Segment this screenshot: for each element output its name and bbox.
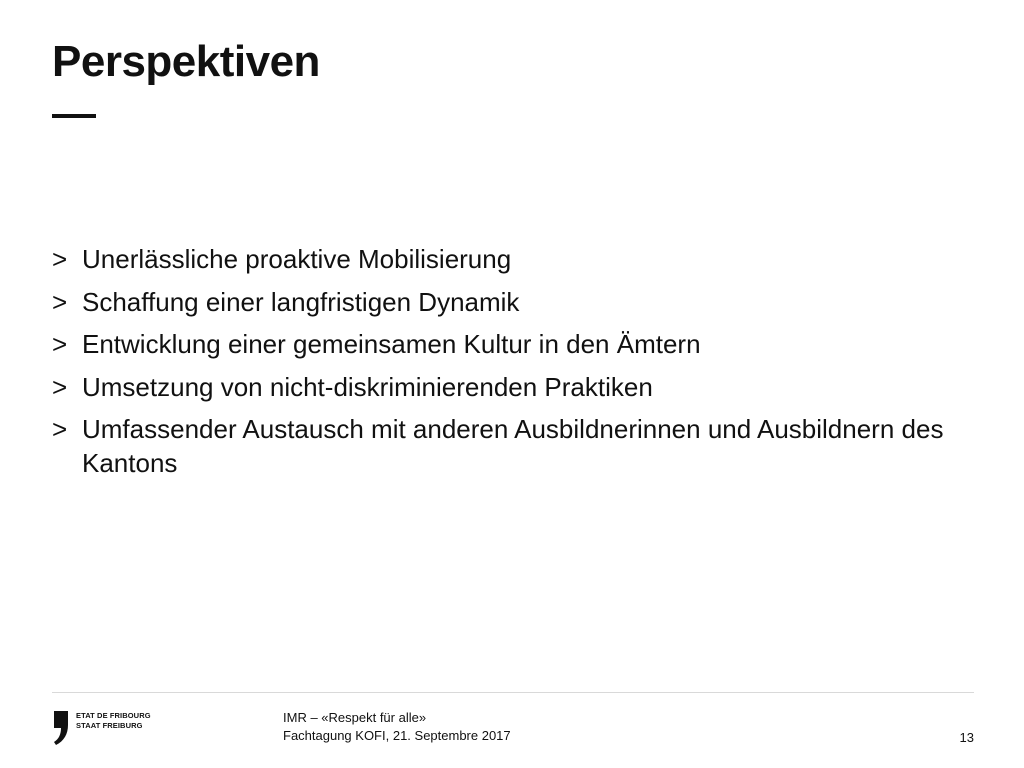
bullet-list [52, 242, 992, 489]
bullet-text: Umfassender Austausch mit anderen Ausbildnerinnen und Ausbildnern des Kantons [82, 414, 944, 478]
bullet-marker: > [52, 329, 68, 359]
footer-divider [52, 692, 974, 693]
bullet-text: Schaffung einer langfristigen Dynamik [82, 286, 520, 317]
logo-text-line1: ETAT DE FRIBOURG [76, 711, 151, 720]
list-item [52, 242, 992, 276]
page-number: 13 [959, 730, 974, 745]
bullet-text: Entwicklung einer gemeinsamen Kultur in den Ämtern [82, 329, 701, 359]
bullet-marker: > [52, 286, 68, 317]
bullet-text: Unerlässliche proaktive Mobilisierung [82, 244, 512, 274]
bullet-marker: > [52, 244, 68, 274]
bullet-text: Umsetzung von nicht-diskriminierenden Praktiken [82, 371, 653, 402]
logo-text [76, 711, 151, 731]
list-item [52, 285, 992, 319]
logo-text-line2: STAAT FREIBURG [76, 721, 143, 730]
list-item [52, 327, 992, 361]
slide-title: Perspektiven [52, 37, 320, 86]
comma-logo-icon [52, 710, 70, 746]
canton-logo [52, 708, 172, 748]
title-underline-dash [52, 114, 96, 118]
bullet-marker: > [52, 371, 68, 402]
bullet-marker: > [52, 414, 68, 444]
list-item [52, 412, 992, 480]
footer-info [283, 709, 511, 745]
footer-event-title: IMR – «Respekt für alle» [283, 710, 427, 725]
list-item [52, 370, 992, 404]
footer-event-date: Fachtagung KOFI, 21. Septembre 2017 [283, 728, 511, 743]
